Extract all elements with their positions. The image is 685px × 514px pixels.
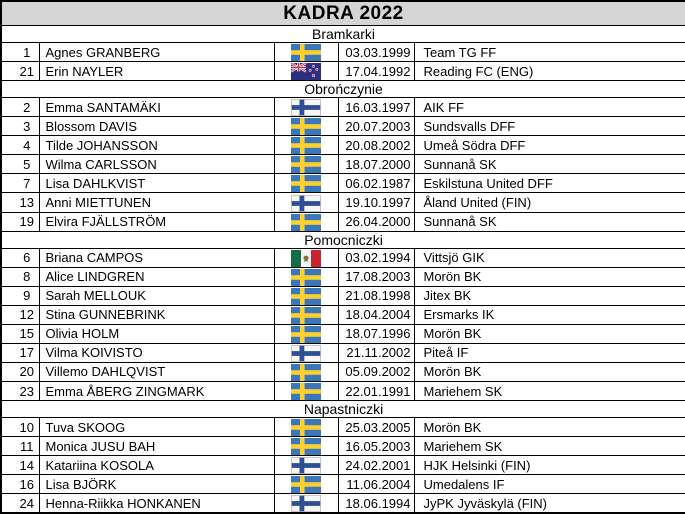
flag-cell — [274, 343, 338, 362]
flag-finland-icon — [291, 345, 321, 362]
player-name: Alice LINDGREN — [39, 267, 274, 286]
player-name: Monica JUSU BAH — [39, 437, 274, 456]
table-row — [1, 305, 685, 324]
player-number: 21 — [1, 62, 39, 81]
flag-finland-icon — [291, 457, 321, 474]
player-name: Lisa DAHLKVIST — [39, 174, 274, 193]
player-club: Eskilstuna United DFF — [414, 174, 685, 193]
player-club: Umeå Södra DFF — [414, 136, 685, 155]
player-number: 4 — [1, 136, 39, 155]
flag-cell — [274, 155, 338, 174]
player-club: Piteå IF — [414, 343, 685, 362]
table-row — [1, 456, 685, 475]
table-row — [1, 286, 685, 305]
player-number: 24 — [1, 494, 39, 514]
flag-cell — [274, 324, 338, 343]
section-title: Bramkarki — [1, 26, 685, 43]
flag-cell — [274, 98, 338, 117]
table-row — [1, 248, 685, 267]
flag-cell — [274, 136, 338, 155]
player-dob: 19.10.1997 — [338, 193, 414, 212]
flag-finland-icon — [291, 195, 321, 212]
player-number: 23 — [1, 382, 39, 401]
table-row — [1, 136, 685, 155]
flag-cell — [274, 494, 338, 514]
table-row — [1, 494, 685, 514]
player-club: Mariehem SK — [414, 382, 685, 401]
player-name: Wilma CARLSSON — [39, 155, 274, 174]
table-row — [1, 343, 685, 362]
player-number: 5 — [1, 155, 39, 174]
section-row-midfielders — [1, 231, 685, 248]
player-number: 1 — [1, 43, 39, 62]
flag-cell — [274, 456, 338, 475]
player-club: Umedalens IF — [414, 475, 685, 494]
player-dob: 22.01.1991 — [338, 382, 414, 401]
player-club: Sunnanå SK — [414, 155, 685, 174]
table-row — [1, 98, 685, 117]
player-dob: 20.08.2002 — [338, 136, 414, 155]
player-name: Lisa BJÖRK — [39, 475, 274, 494]
player-name: Emma SANTAMÄKI — [39, 98, 274, 117]
player-dob: 17.08.2003 — [338, 267, 414, 286]
flag-cell — [274, 117, 338, 136]
flag-sweden-icon — [291, 156, 321, 173]
player-club: Vittsjö GIK — [414, 248, 685, 267]
flag-cell — [274, 418, 338, 437]
player-name: Emma ÅBERG ZINGMARK — [39, 382, 274, 401]
player-dob: 16.03.1997 — [338, 98, 414, 117]
player-dob: 18.07.1996 — [338, 324, 414, 343]
table-row — [1, 267, 685, 286]
player-dob: 20.07.2003 — [338, 117, 414, 136]
flag-mexico-icon — [291, 250, 321, 267]
flag-sweden-icon — [291, 476, 321, 493]
table-row — [1, 418, 685, 437]
player-name: Erin NAYLER — [39, 62, 274, 81]
player-name: Vilma KOIVISTO — [39, 343, 274, 362]
table-row — [1, 155, 685, 174]
player-number: 11 — [1, 437, 39, 456]
flag-cell — [274, 193, 338, 212]
player-name: Elvira FJÄLLSTRÖM — [39, 212, 274, 231]
player-club: Morön BK — [414, 267, 685, 286]
section-title: Napastniczki — [1, 401, 685, 418]
player-dob: 18.06.1994 — [338, 494, 414, 514]
table-row — [1, 437, 685, 456]
player-club: Morön BK — [414, 362, 685, 381]
player-name: Briana CAMPOS — [39, 248, 274, 267]
flag-cell — [274, 174, 338, 193]
player-club: Ersmarks IK — [414, 305, 685, 324]
table-row — [1, 174, 685, 193]
flag-sweden-icon — [291, 288, 321, 305]
player-dob: 06.02.1987 — [338, 174, 414, 193]
player-club: Sundsvalls DFF — [414, 117, 685, 136]
flag-cell — [274, 437, 338, 456]
player-number: 16 — [1, 475, 39, 494]
player-dob: 24.02.2001 — [338, 456, 414, 475]
title-row — [1, 1, 685, 26]
player-name: Tilde JOHANSSON — [39, 136, 274, 155]
flag-sweden-icon — [291, 214, 321, 231]
player-club: HJK Helsinki (FIN) — [414, 456, 685, 475]
player-dob: 17.04.1992 — [338, 62, 414, 81]
player-number: 2 — [1, 98, 39, 117]
flag-cell — [274, 305, 338, 324]
player-club: JyPK Jyväskylä (FIN) — [414, 494, 685, 514]
player-club: AIK FF — [414, 98, 685, 117]
player-name: Villemo DAHLQVIST — [39, 362, 274, 381]
player-dob: 03.02.1994 — [338, 248, 414, 267]
flag-cell — [274, 286, 338, 305]
section-row-forwards — [1, 401, 685, 418]
flag-cell — [274, 267, 338, 286]
flag-sweden-icon — [291, 44, 321, 61]
player-club: Morön BK — [414, 418, 685, 437]
flag-sweden-icon — [291, 137, 321, 154]
player-name: Katariina KOSOLA — [39, 456, 274, 475]
flag-cell — [274, 475, 338, 494]
player-dob: 26.04.2000 — [338, 212, 414, 231]
section-row-goalkeepers — [1, 26, 685, 43]
player-number: 6 — [1, 248, 39, 267]
flag-sweden-icon — [291, 438, 321, 455]
player-name: Blossom DAVIS — [39, 117, 274, 136]
flag-sweden-icon — [291, 269, 321, 286]
player-dob: 21.08.1998 — [338, 286, 414, 305]
player-number: 15 — [1, 324, 39, 343]
player-name: Stina GUNNEBRINK — [39, 305, 274, 324]
section-row-defenders — [1, 81, 685, 98]
flag-cell — [274, 212, 338, 231]
player-dob: 25.03.2005 — [338, 418, 414, 437]
player-name: Henna-Riikka HONKANEN — [39, 494, 274, 514]
player-dob: 18.07.2000 — [338, 155, 414, 174]
flag-sweden-icon — [291, 118, 321, 135]
player-dob: 03.03.1999 — [338, 43, 414, 62]
player-number: 17 — [1, 343, 39, 362]
table-row — [1, 193, 685, 212]
player-name: Sarah MELLOUK — [39, 286, 274, 305]
flag-cell — [274, 362, 338, 381]
flag-cell — [274, 62, 338, 81]
page-title: KADRA 2022 — [1, 1, 685, 26]
player-club: Team TG FF — [414, 43, 685, 62]
flag-sweden-icon — [291, 364, 321, 381]
player-club: Morön BK — [414, 324, 685, 343]
player-name: Agnes GRANBERG — [39, 43, 274, 62]
flag-cell — [274, 382, 338, 401]
player-number: 10 — [1, 418, 39, 437]
player-club: Sunnanå SK — [414, 212, 685, 231]
table-row — [1, 382, 685, 401]
player-number: 12 — [1, 305, 39, 324]
table-row — [1, 324, 685, 343]
player-name: Olivia HOLM — [39, 324, 274, 343]
player-dob: 11.06.2004 — [338, 475, 414, 494]
flag-sweden-icon — [291, 419, 321, 436]
player-club: Åland United (FIN) — [414, 193, 685, 212]
table-row — [1, 212, 685, 231]
player-dob: 16.05.2003 — [338, 437, 414, 456]
flag-cell — [274, 248, 338, 267]
section-title: Obrończynie — [1, 81, 685, 98]
section-title: Pomocniczki — [1, 231, 685, 248]
player-number: 20 — [1, 362, 39, 381]
player-name: Tuva SKOOG — [39, 418, 274, 437]
flag-sweden-icon — [291, 326, 321, 343]
flag-finland-icon — [291, 495, 321, 512]
player-number: 13 — [1, 193, 39, 212]
flag-sweden-icon — [291, 383, 321, 400]
table-row — [1, 475, 685, 494]
player-number: 3 — [1, 117, 39, 136]
player-dob: 18.04.2004 — [338, 305, 414, 324]
flag-finland-icon — [291, 99, 321, 116]
player-number: 14 — [1, 456, 39, 475]
player-number: 9 — [1, 286, 39, 305]
table-row — [1, 43, 685, 62]
player-number: 8 — [1, 267, 39, 286]
player-number: 19 — [1, 212, 39, 231]
flag-new-zealand-icon — [291, 63, 321, 80]
player-club: Jitex BK — [414, 286, 685, 305]
player-dob: 05.09.2002 — [338, 362, 414, 381]
table-row — [1, 362, 685, 381]
flag-cell — [274, 43, 338, 62]
player-club: Reading FC (ENG) — [414, 62, 685, 81]
player-dob: 21.11.2002 — [338, 343, 414, 362]
player-number: 7 — [1, 174, 39, 193]
player-name: Anni MIETTUNEN — [39, 193, 274, 212]
flag-sweden-icon — [291, 175, 321, 192]
table-row — [1, 117, 685, 136]
player-club: Mariehem SK — [414, 437, 685, 456]
table-row — [1, 62, 685, 81]
flag-sweden-icon — [291, 307, 321, 324]
